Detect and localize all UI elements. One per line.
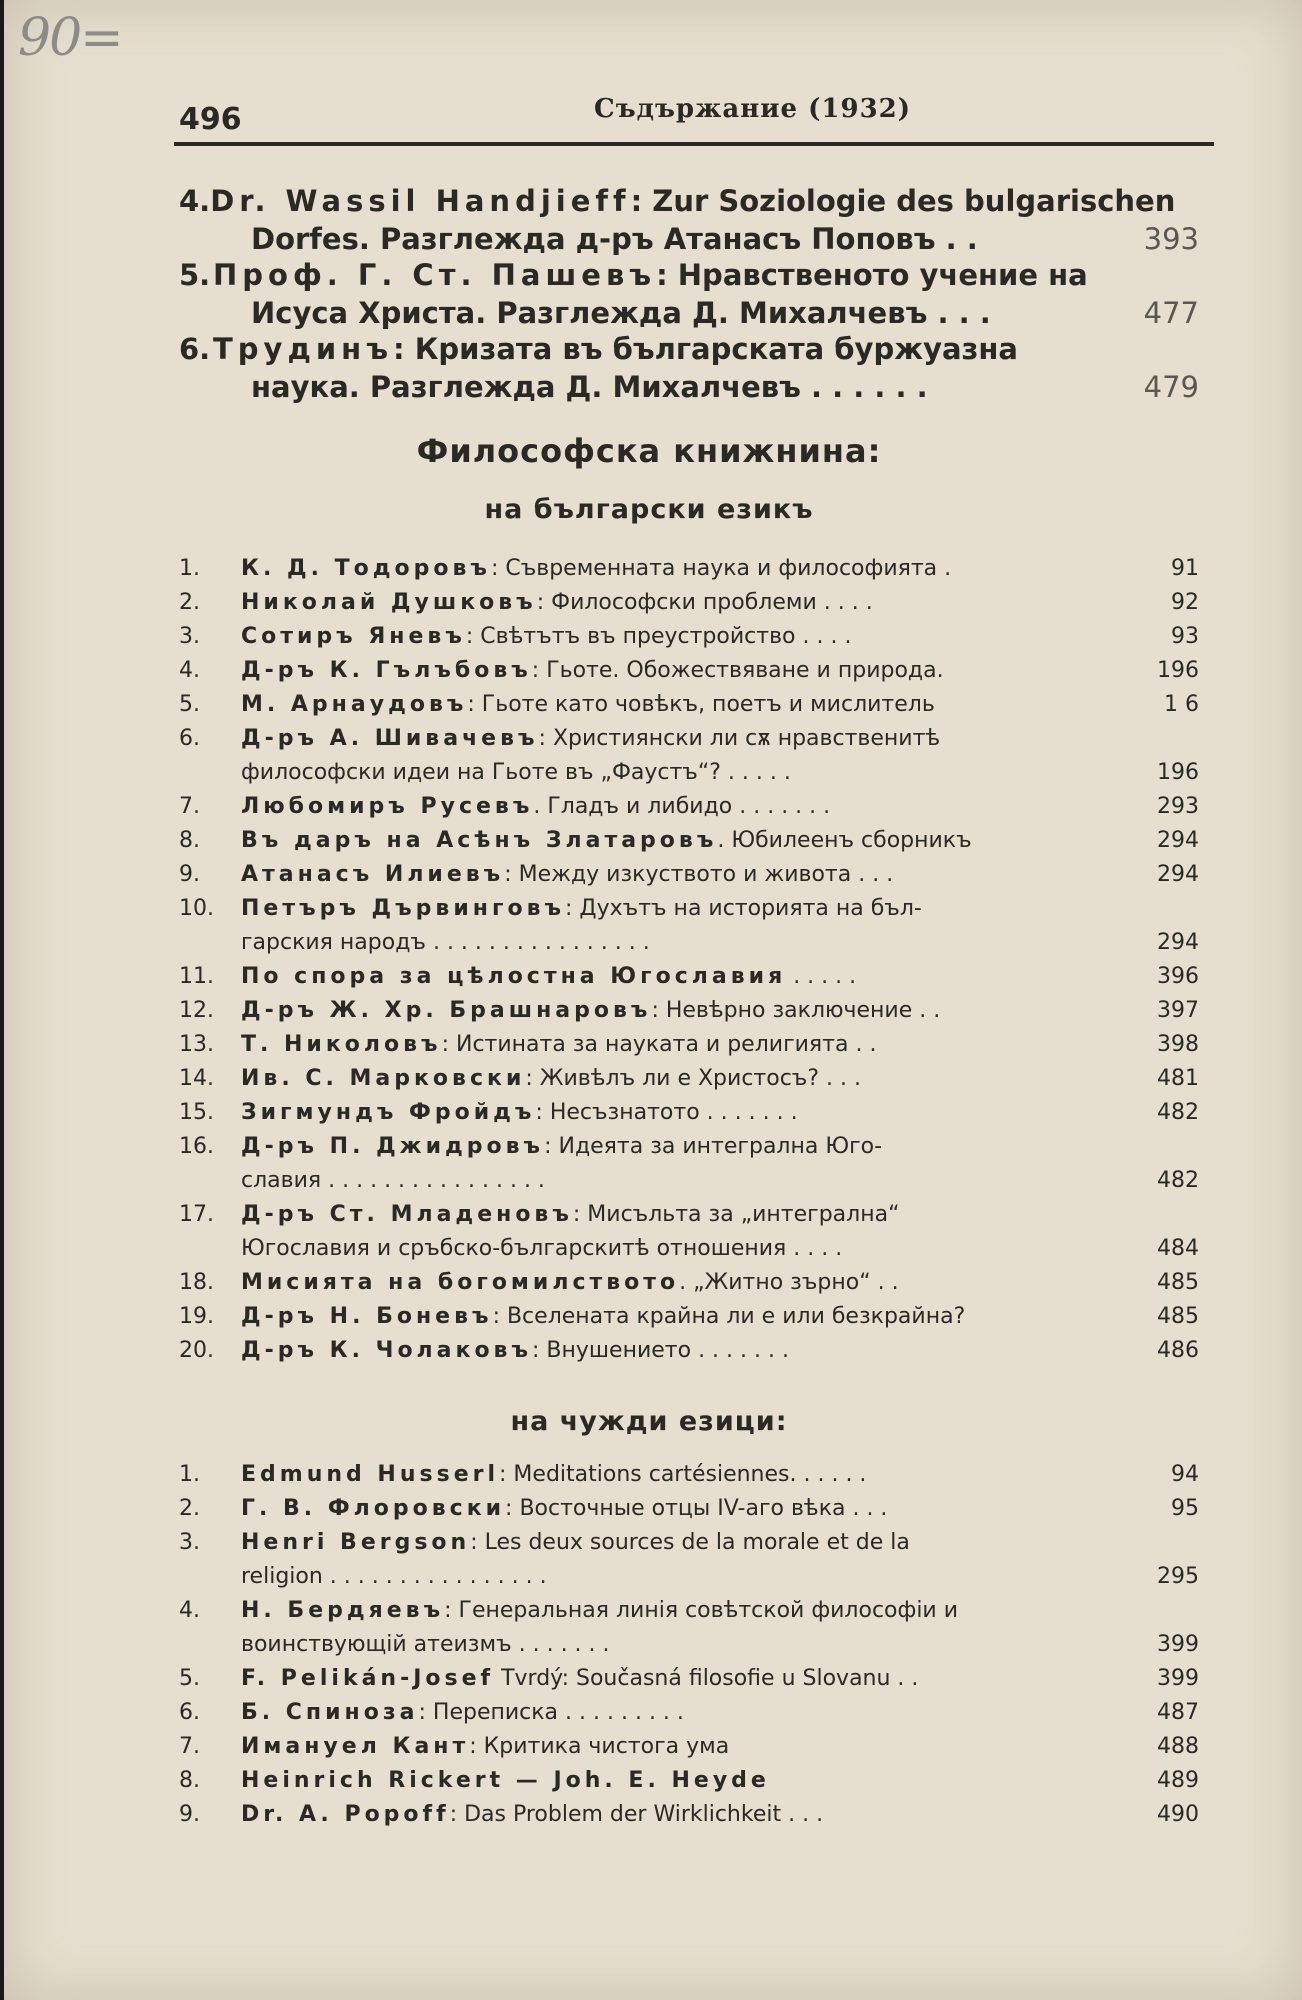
entry-page: 489 xyxy=(1157,1768,1199,1793)
entry-title: : Les deux sources de la morale et de la xyxy=(470,1530,910,1555)
entry-page: 294 xyxy=(1157,862,1199,887)
entry-author: Д-ръ Н. Боневъ xyxy=(241,1304,493,1329)
entry-title: : Кризата въ българската буржуазна xyxy=(393,332,1019,366)
book-entry xyxy=(179,552,1199,586)
book-entry xyxy=(179,790,1199,824)
entry-page: 393 xyxy=(1143,222,1199,256)
entry-number: 3. xyxy=(179,1530,200,1555)
entry-number: 13. xyxy=(179,1032,214,1057)
book-entry xyxy=(179,1198,1199,1266)
entry-number: 18. xyxy=(179,1270,214,1295)
entry-page: 1 6 xyxy=(1164,692,1199,717)
entry-author: Ив. С. Марковски xyxy=(241,1066,526,1091)
entry-number: 2. xyxy=(179,590,200,615)
entry-author: Атанасъ Илиевъ xyxy=(241,862,505,887)
book-entry xyxy=(179,824,1199,858)
entry-page: 91 xyxy=(1171,556,1199,581)
handwritten-note: 90= xyxy=(18,8,122,68)
entry-page: 294 xyxy=(1157,828,1199,853)
entry-author: К. Д. Тодоровъ xyxy=(241,556,491,581)
entry-title: : Християнски ли сѫ нравственитѣ xyxy=(538,726,941,751)
entry-author: Н. Бердяевъ xyxy=(241,1598,445,1623)
entry-page: 398 xyxy=(1157,1032,1199,1057)
book-entry xyxy=(179,722,1199,790)
book-entry xyxy=(179,1130,1199,1198)
entry-page: 397 xyxy=(1157,998,1199,1023)
entry-author: Д-ръ Ж. Хр. Брашнаровъ xyxy=(241,998,652,1023)
entry-author: Dr. Wassil Handjieff xyxy=(210,184,631,218)
entry-number: 5. xyxy=(179,258,211,292)
entry-author: Heinrich Rickert — Joh. E. Heyde xyxy=(241,1768,770,1793)
entry-continuation: religion . . . . . . . . . . . . . . . . xyxy=(241,1564,547,1589)
entry-page: 485 xyxy=(1157,1304,1199,1329)
book-entry xyxy=(179,1266,1199,1300)
entry-title: Tvrdý: Současná filosofie u Slovanu . . xyxy=(494,1666,919,1691)
entry-title: . Гладъ и либидо . . . . . . . xyxy=(533,794,831,819)
entry-page: 94 xyxy=(1171,1462,1199,1487)
entry-title: : Переписка . . . . . . . . . xyxy=(418,1700,684,1725)
entry-title: : Вселената крайна ли е или безкрайна? xyxy=(492,1304,966,1329)
entry-title: : Das Problem der Wirklichkeit . . . xyxy=(449,1802,824,1827)
entry-author: Д-ръ Ст. Младеновъ xyxy=(241,1202,573,1227)
entry-title: : Философски проблеми . . . . xyxy=(536,590,873,615)
section-title: Философска книжнина: xyxy=(416,432,882,470)
book-entry xyxy=(179,1300,1199,1334)
entry-author: Николай Душковъ xyxy=(241,590,537,615)
bulgarian-books-list xyxy=(179,552,1199,1368)
book-entry xyxy=(179,892,1199,960)
entry-number: 15. xyxy=(179,1100,214,1125)
entry-page: 490 xyxy=(1157,1802,1199,1827)
entry-number: 6. xyxy=(179,726,200,751)
entry-author: Проф. Г. Ст. Пашевъ xyxy=(213,258,657,292)
entry-title: : Мисъльта за „интегрална“ xyxy=(572,1202,900,1227)
entry-continuation: Dorfes. Разглежда д-ръ Атанасъ Поповъ . . xyxy=(251,222,978,256)
entry-author: Г. В. Флоровски xyxy=(241,1496,506,1521)
entry-page: 482 xyxy=(1157,1100,1199,1125)
entry-number: 5. xyxy=(179,1666,200,1691)
book-entry xyxy=(179,1334,1199,1368)
foreign-books-list xyxy=(179,1458,1199,1832)
bulgarian-subtitle: на български езикъ xyxy=(484,494,814,525)
entry-title: : Внушението . . . . . . . xyxy=(532,1338,789,1363)
entry-number: 4. xyxy=(179,184,211,218)
entry-number: 2. xyxy=(179,1496,200,1521)
page-header xyxy=(174,92,1214,152)
entry-page: 294 xyxy=(1157,930,1199,955)
book-entry xyxy=(179,586,1199,620)
book-entry xyxy=(179,1526,1199,1594)
entry-page: 93 xyxy=(1171,624,1199,649)
entry-number: 7. xyxy=(179,794,200,819)
entry-title: : Критика чистога ума xyxy=(469,1734,730,1759)
review-entry xyxy=(179,182,1199,258)
foreign-subtitle: на чужди езици: xyxy=(510,1406,788,1437)
entry-number: 6. xyxy=(179,1700,200,1725)
entry-number: 6. xyxy=(179,332,211,366)
entry-page: 293 xyxy=(1157,794,1199,819)
entry-title: : Восточные отцы IV-аго вѣка . . . xyxy=(505,1496,888,1521)
book-entry xyxy=(179,688,1199,722)
entry-author: Edmund Husserl xyxy=(241,1462,500,1487)
entry-page: 481 xyxy=(1157,1066,1199,1091)
entry-continuation: воинствующій атеизмъ . . . . . . . xyxy=(241,1632,610,1657)
entry-title: : Генеральная линія совѣтской философіи и xyxy=(444,1598,959,1623)
entry-author: М. Арнаудовъ xyxy=(241,692,468,717)
entry-number: 4. xyxy=(179,1598,200,1623)
entry-number: 5. xyxy=(179,692,200,717)
entry-author: Б. Спиноза xyxy=(241,1700,419,1725)
entry-continuation: философски идеи на Гьоте въ „Фаустъ“? . . . . . xyxy=(241,760,791,785)
entry-page: 295 xyxy=(1157,1564,1199,1589)
book-entry xyxy=(179,1096,1199,1130)
document-page xyxy=(4,0,1302,2000)
entry-page: 399 xyxy=(1157,1632,1199,1657)
entry-page: 482 xyxy=(1157,1168,1199,1193)
book-entry xyxy=(179,1062,1199,1096)
running-title: Съдържание (1932) xyxy=(594,94,912,124)
book-entry xyxy=(179,654,1199,688)
entry-author: Петъръ Дървинговъ xyxy=(241,896,566,921)
entry-title: : Гьоте като човѣкъ, поетъ и мислитель xyxy=(467,692,935,717)
entry-page: 196 xyxy=(1157,658,1199,683)
entry-title: : Невѣрно заключение . . xyxy=(651,998,941,1023)
entry-page: 488 xyxy=(1157,1734,1199,1759)
entry-number: 1. xyxy=(179,556,200,581)
entry-author: Трудинъ xyxy=(213,332,394,366)
book-entry xyxy=(179,994,1199,1028)
entry-number: 12. xyxy=(179,998,214,1023)
entry-number: 19. xyxy=(179,1304,214,1329)
entry-page: 95 xyxy=(1171,1496,1199,1521)
entry-author: Д-ръ К. Чолаковъ xyxy=(241,1338,533,1363)
book-entry xyxy=(179,1696,1199,1730)
entry-number: 11. xyxy=(179,964,214,989)
entry-title: : Съвременната наука и философията . xyxy=(490,556,952,581)
entry-author: По спора за цѣлостна Югославия xyxy=(241,964,787,989)
entry-title: . „Житно зърно“ . . xyxy=(679,1270,899,1295)
entry-page: 92 xyxy=(1171,590,1199,615)
entry-title: : Духътъ на историята на бъл- xyxy=(565,896,922,921)
entry-author: Въ даръ на Асѣнъ Златаровъ xyxy=(241,828,718,853)
entry-page: 479 xyxy=(1143,370,1199,404)
entry-title: : Несъзнатото . . . . . . . xyxy=(535,1100,798,1125)
entry-author: Т. Николовъ xyxy=(241,1032,442,1057)
book-entry xyxy=(179,1028,1199,1062)
entry-number: 1. xyxy=(179,1462,200,1487)
entry-title: : Zur Soziologie des bulgarischen xyxy=(630,184,1176,218)
page-number: 496 xyxy=(179,102,242,137)
entry-number: 7. xyxy=(179,1734,200,1759)
entry-author: Д-ръ П. Джидровъ xyxy=(241,1134,545,1159)
entry-number: 8. xyxy=(179,828,200,853)
entry-page: 396 xyxy=(1157,964,1199,989)
book-entry xyxy=(179,1458,1199,1492)
entry-title: . Юбилеенъ сборникъ xyxy=(717,828,972,853)
entry-author: Д-ръ А. Шивачевъ xyxy=(241,726,539,751)
entry-page: 196 xyxy=(1157,760,1199,785)
entry-number: 16. xyxy=(179,1134,214,1159)
entry-title: : Истината за науката и религията . . xyxy=(441,1032,877,1057)
entry-author: Сотиръ Яневъ xyxy=(241,624,466,649)
entry-number: 3. xyxy=(179,624,200,649)
entry-number: 17. xyxy=(179,1202,214,1227)
entry-author: Зигмундъ Фройдъ xyxy=(241,1100,536,1125)
entry-number: 14. xyxy=(179,1066,214,1091)
entry-author: F. Pelikán-Josef xyxy=(241,1666,495,1691)
entry-author: Мисията на богомилството xyxy=(241,1270,680,1295)
entry-number: 20. xyxy=(179,1338,214,1363)
entry-continuation: наука. Разглежда Д. Михалчевъ . . . . . . xyxy=(251,370,928,404)
entry-number: 4. xyxy=(179,658,200,683)
entry-continuation: Исуса Христа. Разглежда Д. Михалчевъ . . . xyxy=(251,296,991,330)
entry-page: 487 xyxy=(1157,1700,1199,1725)
entry-title: . . . . . xyxy=(786,964,857,989)
review-entry xyxy=(179,256,1199,332)
book-entry xyxy=(179,1764,1199,1798)
entry-page: 486 xyxy=(1157,1338,1199,1363)
book-entry xyxy=(179,1730,1199,1764)
entry-number: 10. xyxy=(179,896,214,921)
book-entry xyxy=(179,858,1199,892)
entry-title: : Между изкуството и живота . . . xyxy=(504,862,894,887)
entry-author: Имануел Кант xyxy=(241,1734,470,1759)
entry-title: : Живѣлъ ли е Христосъ? . . . xyxy=(525,1066,861,1091)
entry-title: : Свѣтътъ въ преустройство . . . . xyxy=(465,624,852,649)
entry-continuation: гарския народъ . . . . . . . . . . . . . . . . xyxy=(241,930,650,955)
entry-page: 485 xyxy=(1157,1270,1199,1295)
entry-page: 399 xyxy=(1157,1666,1199,1691)
entry-author: Dr. A. Popoff xyxy=(241,1802,450,1827)
entry-author: Любомиръ Русевъ xyxy=(241,794,534,819)
entry-number: 9. xyxy=(179,862,200,887)
book-entry xyxy=(179,1492,1199,1526)
entry-continuation: славия . . . . . . . . . . . . . . . . xyxy=(241,1168,545,1193)
book-entry xyxy=(179,1594,1199,1662)
entry-number: 8. xyxy=(179,1768,200,1793)
book-entry xyxy=(179,960,1199,994)
entry-page: 477 xyxy=(1143,296,1199,330)
review-entry xyxy=(179,330,1199,406)
header-rule xyxy=(174,142,1214,146)
book-entry xyxy=(179,620,1199,654)
book-entry xyxy=(179,1798,1199,1832)
entry-title: : Meditations cartésiennes. . . . . . xyxy=(499,1462,867,1487)
entry-title: : Нравственото учение на xyxy=(656,258,1088,292)
entry-number: 9. xyxy=(179,1802,200,1827)
entry-page: 484 xyxy=(1157,1236,1199,1261)
entry-title: : Идеята за интегрална Юго- xyxy=(544,1134,883,1159)
entry-continuation: Югославия и сръбско-българскитѣ отношения . . . . xyxy=(241,1236,843,1261)
entry-author: Д-ръ К. Гълъбовъ xyxy=(241,658,532,683)
entry-author: Henri Bergson xyxy=(241,1530,471,1555)
book-entry xyxy=(179,1662,1199,1696)
entry-title: : Гьоте. Обожествяване и природа. xyxy=(531,658,944,683)
